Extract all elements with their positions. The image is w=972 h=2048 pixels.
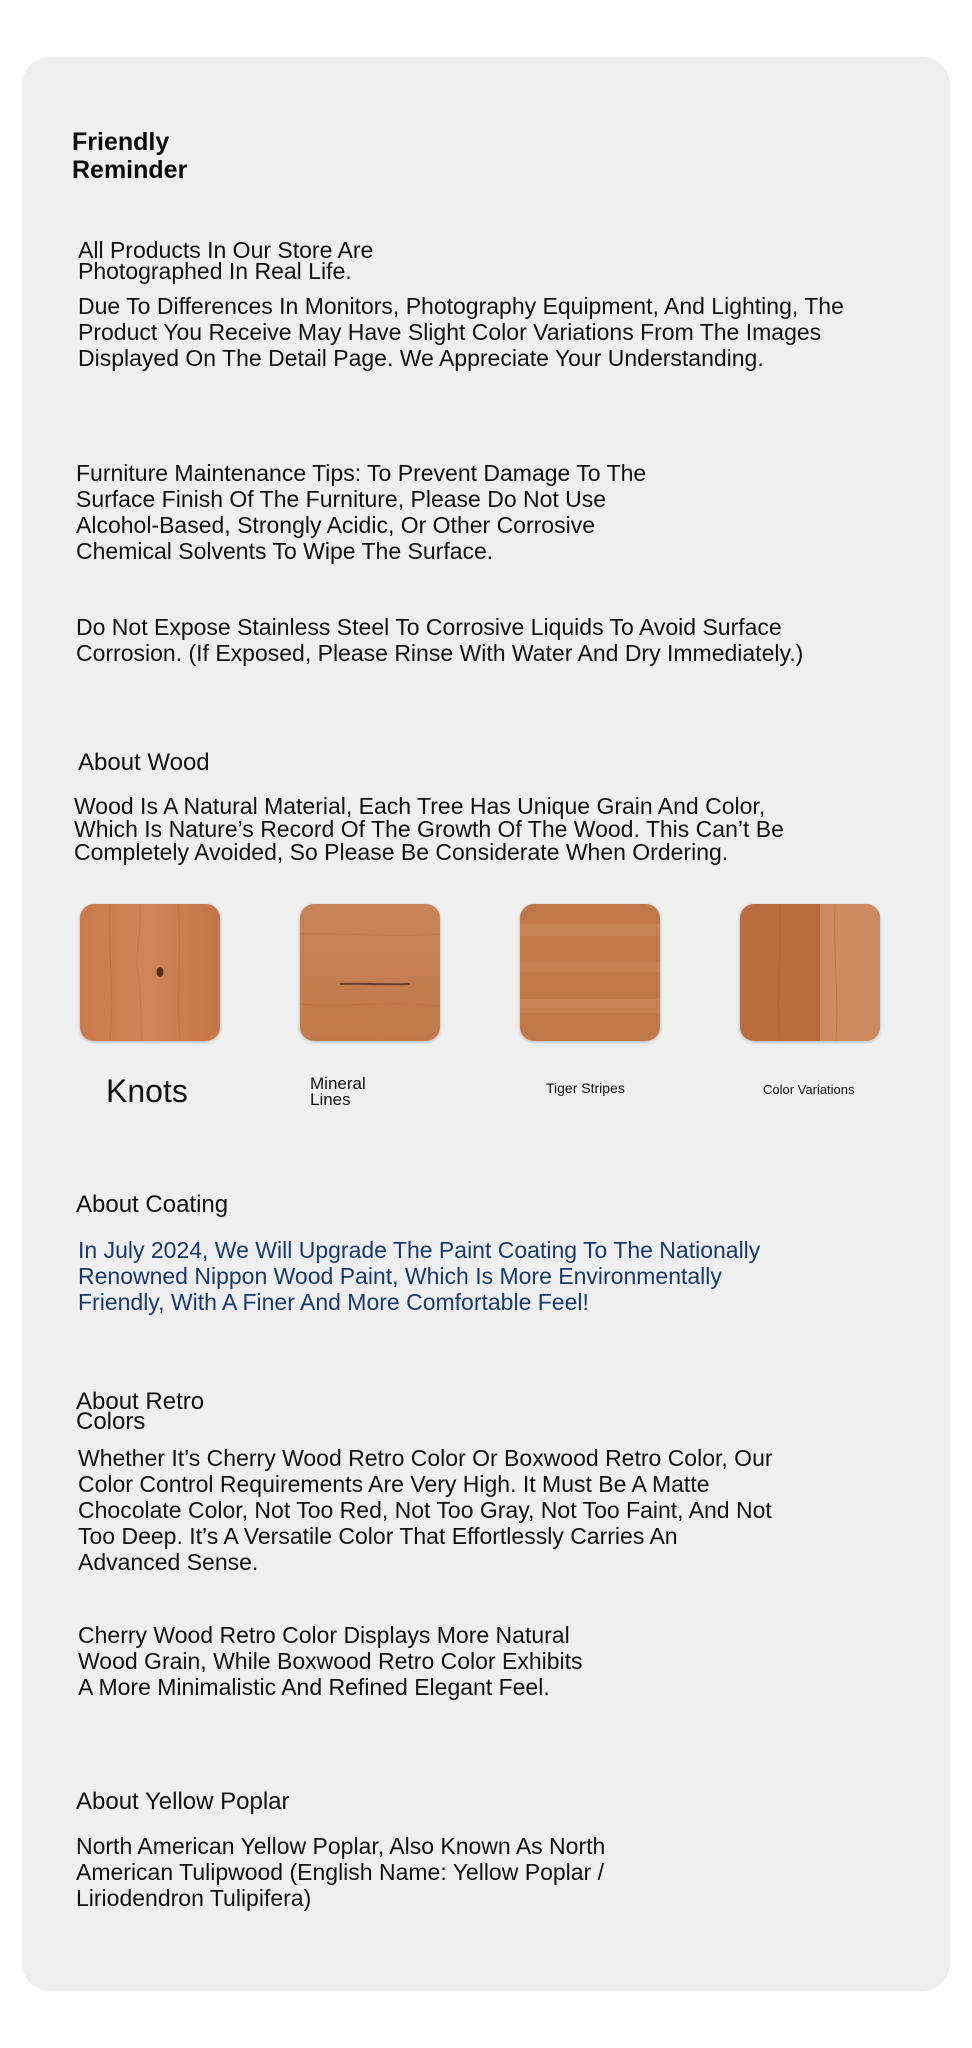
wood-mineral-lines-swatch [300, 904, 440, 1041]
reminder-title: Friendly Reminder [72, 128, 188, 184]
wood-knot-swatch [80, 904, 220, 1041]
photo-disclaimer: Due To Differences In Monitors, Photography Equipment, And Lighting, The Product You Receive May Have Slight Color Variations From The Images Displayed On The Detail Page. We Appreciate Your Understanding. [78, 293, 844, 371]
stainless-steel-warning: Do Not Expose Stainless Steel To Corrosive Liquids To Avoid Surface Corrosion. (If Exposed, Please Rinse With Water And Dry Immediately.) [76, 614, 804, 666]
about-coating-body: In July 2024, We Will Upgrade The Paint Coating To The Nationally Renowned Nippon Wood Paint, Which Is More Environmentally Friendly, With A Finer And More Comfortable Feel! [78, 1237, 761, 1315]
color-variations-label: Color Variations [763, 1082, 855, 1097]
photo-heading: All Products In Our Store Are Photographed In Real Life. [78, 237, 374, 284]
about-retro-heading: About Retro Colors [76, 1388, 205, 1435]
tiger-stripes-label: Tiger Stripes [546, 1080, 625, 1096]
wood-tiger-stripes-swatch [520, 904, 660, 1041]
about-retro-body: Whether It’s Cherry Wood Retro Color Or Boxwood Retro Color, Our Color Control Requirements Are Very High. It Must Be A Matte Chocolate Color, Not Too Red, Not Too Gray, Not Too Faint, And Not Too Deep. It’s A Versatile Color That Effortlessly Carries An Advanced Sense. [78, 1445, 773, 1575]
about-wood-heading: About Wood [78, 749, 210, 776]
about-wood-body: Wood Is A Natural Material, Each Tree Has Unique Grain And Color, Which Is Nature’s Record Of The Growth Of The Wood. This Can’t Be Completely Avoided, So Please Be Considerate When Ordering. [74, 793, 784, 865]
wood-color-variations-swatch [740, 904, 880, 1041]
about-retro-body-2: Cherry Wood Retro Color Displays More Natural Wood Grain, While Boxwood Retro Color Exhibits A More Minimalistic And Refined Elegant Feel. [78, 1622, 583, 1700]
maintenance-tips: Furniture Maintenance Tips: To Prevent Damage To The Surface Finish Of The Furniture, Please Do Not Use Alcohol-Based, Strongly Acidic, Or Other Corrosive Chemical Solvents To Wipe The Surface. [76, 460, 647, 564]
about-coating-heading: About Coating [76, 1191, 229, 1218]
about-poplar-body: North American Yellow Poplar, Also Known As North American Tulipwood (English Name: Yellow Poplar / Liriodendron Tulipifera) [76, 1833, 606, 1911]
about-poplar-heading: About Yellow Poplar [76, 1788, 290, 1815]
knots-label: Knots [106, 1073, 188, 1109]
mineral-lines-label: Mineral Lines [310, 1074, 366, 1109]
